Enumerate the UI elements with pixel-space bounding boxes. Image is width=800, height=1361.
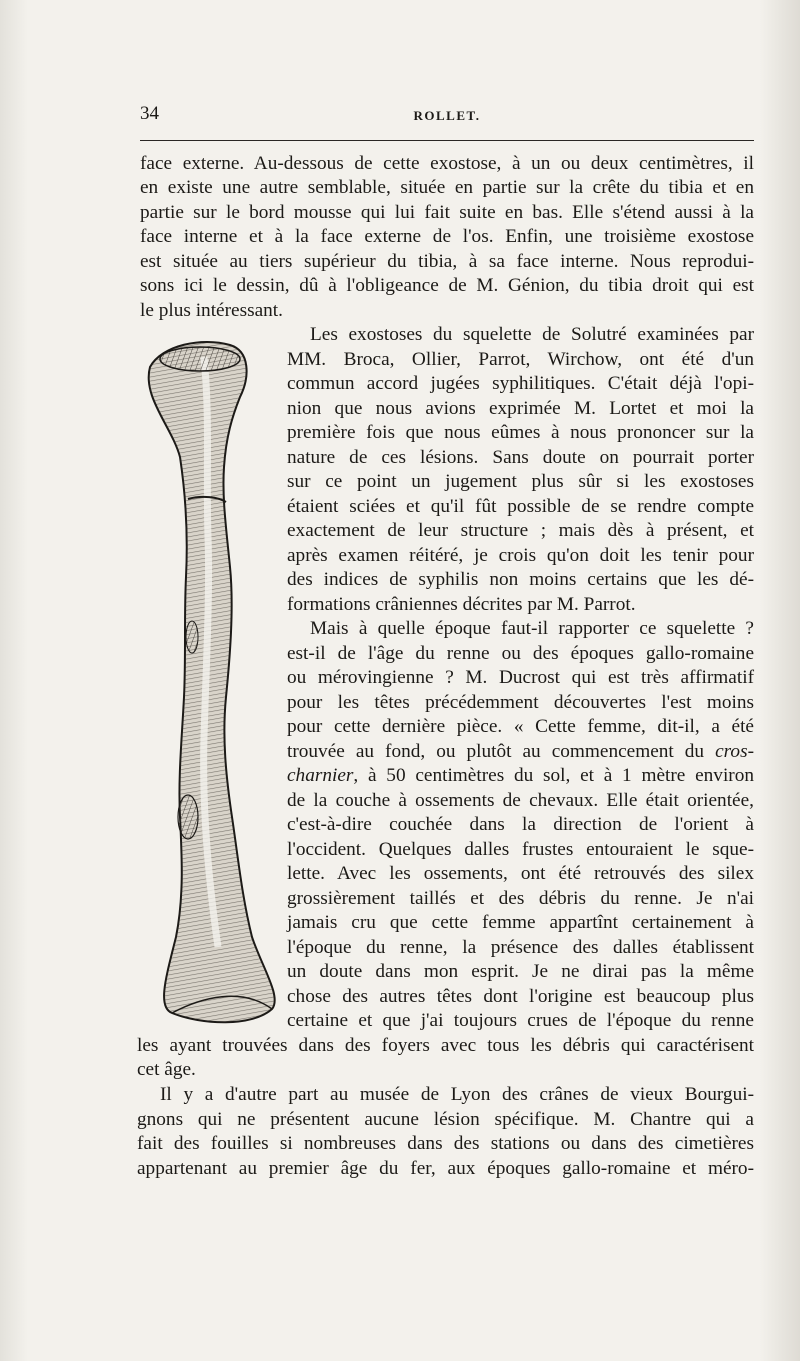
text-line: un doute dans mon esprit. Je ne dirai pas la même [287,961,754,982]
text-line-with-italic [287,764,754,788]
italic-word: cros- [715,741,754,762]
text-line: cet âge. [137,1059,196,1080]
text-line: partie sur le bord mousse qui lui fait suite en bas. Elle s'étend aussi à la [140,202,754,223]
text-line: après examen réitéré, je crois qu'on doit les tenir pour [287,545,754,566]
text-line: les ayant trouvées dans des foyers avec tous les débris qui caractérisent [137,1035,754,1056]
text-run: , à 50 centimètres du sol, et à 1 mètre environ [353,765,754,786]
page-edge-shadow-right [760,0,800,1361]
italic-word: charnier [287,765,354,786]
text-line: lette. Avec les ossements, ont été retrouvés des silex [287,863,754,884]
text-line: exactement de leur structure ; mais dès à présent, et [287,520,754,541]
text-line-with-italic [287,740,754,764]
text-line: pour cette dernière pièce. « Cette femme, dit-il, a été [287,716,754,737]
text-line: est située au tiers supérieur du tibia, à sa face interne. Nous reprodui- [140,251,754,272]
text-line: sons ici le dessin, dû à l'obligeance de M. Génion, du tibia droit qui est [140,275,754,296]
header-rule [140,140,754,141]
page-number: 34 [140,103,159,124]
text-line: Les exostoses du squelette de Solutré examinées par [310,324,754,345]
text-line: Mais à quelle époque faut-il rapporter ce squelette ? [310,618,754,639]
text-line: pour les têtes précédemment découvertes l'est moins [287,692,754,713]
running-head: ROLLET. [413,108,481,123]
text-line: fait des fouilles si nombreuses dans des stations ou dans des cimetières [137,1133,754,1154]
text-line: sur ce point un jugement plus sûr si les exostoses [287,471,754,492]
text-line: appartenant au premier âge du fer, aux époques gallo-romaine et méro- [137,1158,754,1179]
text-line: chose des autres têtes dont l'origine est beaucoup plus [287,986,754,1007]
text-line: nature de ces lésions. Sans doute on pourrait porter [287,447,754,468]
text-line: commun accord jugées syphilitiques. C'était déjà l'opi- [287,373,754,394]
text-line: MM. Broca, Ollier, Parrot, Wirchow, ont été d'un [287,349,754,370]
text-line: grossièrement taillés et des débris du renne. Je n'ai [287,888,754,909]
text-run: trouvée au fond, ou plutôt au commencement du [287,741,705,762]
text-line: le plus intéressant. [140,300,283,321]
tibia-engraving-figure [122,337,292,1037]
text-line: l'occident. Quelques dalles frustes entouraient le sque- [287,839,754,860]
text-line: certaine et que j'ai toujours crues de l'époque du renne [287,1010,754,1031]
text-line: première fois que nous eûmes à nous prononcer sur la [287,422,754,443]
text-line: est-il de l'âge du renne ou des époques gallo-romaine [287,643,754,664]
text-line: étaient sciées et qu'il fût possible de se rendre compte [287,496,754,517]
text-line: formations crâniennes décrites par M. Parrot. [287,594,636,615]
text-line: l'époque du renne, la présence des dalles établissent [287,937,754,958]
text-line: Il y a d'autre part au musée de Lyon des crânes de vieux Bourgui- [160,1084,754,1105]
text-line: c'est-à-dire couchée dans la direction de l'orient à [287,814,754,835]
text-line: en existe une autre semblable, située en partie sur la crête du tibia et en [140,177,754,198]
page-header [140,100,754,128]
text-line: de la couche à ossements de chevaux. Elle était orientée, [287,790,754,811]
text-line: gnons qui ne présentent aucune lésion spécifique. M. Chantre qui a [137,1109,754,1130]
text-line: face externe. Au-dessous de cette exostose, à un ou deux centimètres, il [140,153,754,174]
tibia-bone-icon [122,337,292,1037]
text-line: des indices de syphilis non moins certains que les dé- [287,569,754,590]
page-edge-shadow-left [0,0,28,1361]
text-line: nion que nous avions exprimée M. Lortet et moi la [287,398,754,419]
text-line: jamais cru que cette femme appartînt certainement à [287,912,754,933]
text-line: face interne et à la face externe de l'os. Enfin, une troisième exostose [140,226,754,247]
text-line: ou mérovingienne ? M. Ducrost qui est très affirmatif [287,667,754,688]
